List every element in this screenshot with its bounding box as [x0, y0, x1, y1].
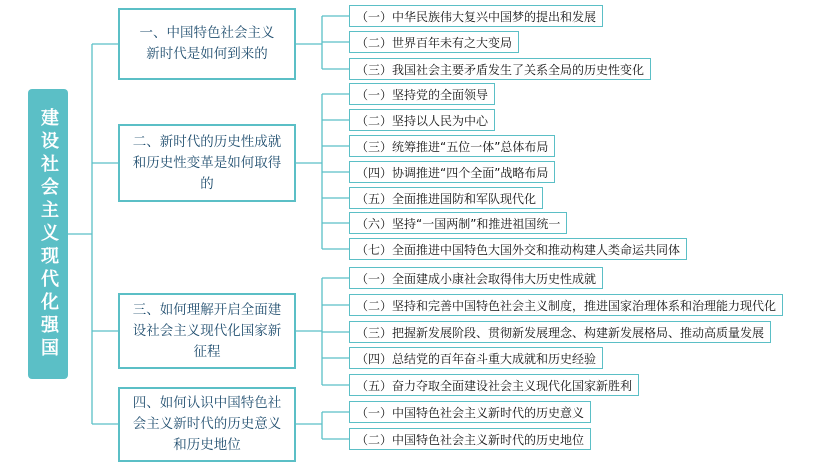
- section-3-box: [118, 293, 296, 369]
- leaf-label: （一）中华民族伟大复兴中国梦的提出和发展: [356, 9, 597, 24]
- leaf-label: （二）坚持和完善中国特色社会主义制度，推进国家治理体系和治理能力现代化: [356, 298, 777, 313]
- section-2-item-7: [349, 238, 687, 260]
- leaf-label: （四）总结党的百年奋斗重大成就和历史经验: [356, 351, 597, 366]
- leaf-label: （四）协调推进“四个全面”战略布局: [356, 165, 549, 180]
- section-2-item-2: [349, 109, 495, 131]
- section-4-item-2: [349, 428, 591, 450]
- section-3-item-1: [349, 267, 603, 289]
- section-2-item-4: [349, 161, 555, 183]
- section-4-label: 四、如何认识中国特色社会主义新时代的历史意义和历史地位: [132, 395, 282, 453]
- section-1-label: 一、中国特色社会主义新时代是如何到来的: [139, 25, 275, 62]
- section-3-item-4: [349, 347, 603, 369]
- section-4-box: [118, 387, 296, 462]
- leaf-label: （二）坚持以人民为中心: [356, 113, 489, 128]
- leaf-label: （五）奋力夺取全面建设社会主义现代化国家新胜利: [356, 378, 633, 393]
- section-2-item-3: [349, 135, 555, 157]
- section-2-item-1: [349, 83, 495, 105]
- leaf-label: （三）我国社会主要矛盾发生了关系全局的历史性变化: [356, 62, 645, 77]
- section-1-item-3: [349, 58, 651, 80]
- leaf-label: （一）中国特色社会主义新时代的历史意义: [356, 405, 585, 420]
- section-2-item-6: [349, 212, 567, 234]
- section-3-item-3: [349, 321, 771, 343]
- root-node: [28, 89, 68, 379]
- section-1-item-1: [349, 5, 603, 27]
- section-3-item-2: [349, 294, 783, 316]
- section-1-item-2: [349, 31, 519, 53]
- root-label: 建设社会主义现代化强国: [38, 107, 59, 361]
- section-2-box: [118, 124, 296, 202]
- section-3-item-5: [349, 374, 639, 396]
- leaf-label: （二）中国特色社会主义新时代的历史地位: [356, 432, 585, 447]
- leaf-label: （五）全面推进国防和军队现代化: [356, 191, 537, 206]
- section-2-label: 二、新时代的历史性成就和历史性变革是如何取得的: [132, 133, 282, 192]
- section-1-box: [118, 8, 296, 80]
- leaf-label: （六）坚持“一国两制”和推进祖国统一: [356, 216, 561, 231]
- section-4-item-1: [349, 401, 591, 423]
- leaf-label: （七）全面推进中国特色大国外交和推动构建人类命运共同体: [356, 242, 681, 257]
- leaf-label: （二）世界百年未有之大变局: [356, 35, 513, 50]
- leaf-label: （三）统筹推进“五位一体”总体布局: [356, 139, 549, 154]
- leaf-label: （一）坚持党的全面领导: [356, 87, 489, 102]
- leaf-label: （一）全面建成小康社会取得伟大历史性成就: [356, 271, 597, 286]
- leaf-label: （三）把握新发展阶段、贯彻新发展理念、构建新发展格局、推动高质量发展: [356, 325, 765, 340]
- section-3-label: 三、如何理解开启全面建设社会主义现代化国家新征程: [132, 301, 282, 360]
- section-2-item-5: [349, 187, 543, 209]
